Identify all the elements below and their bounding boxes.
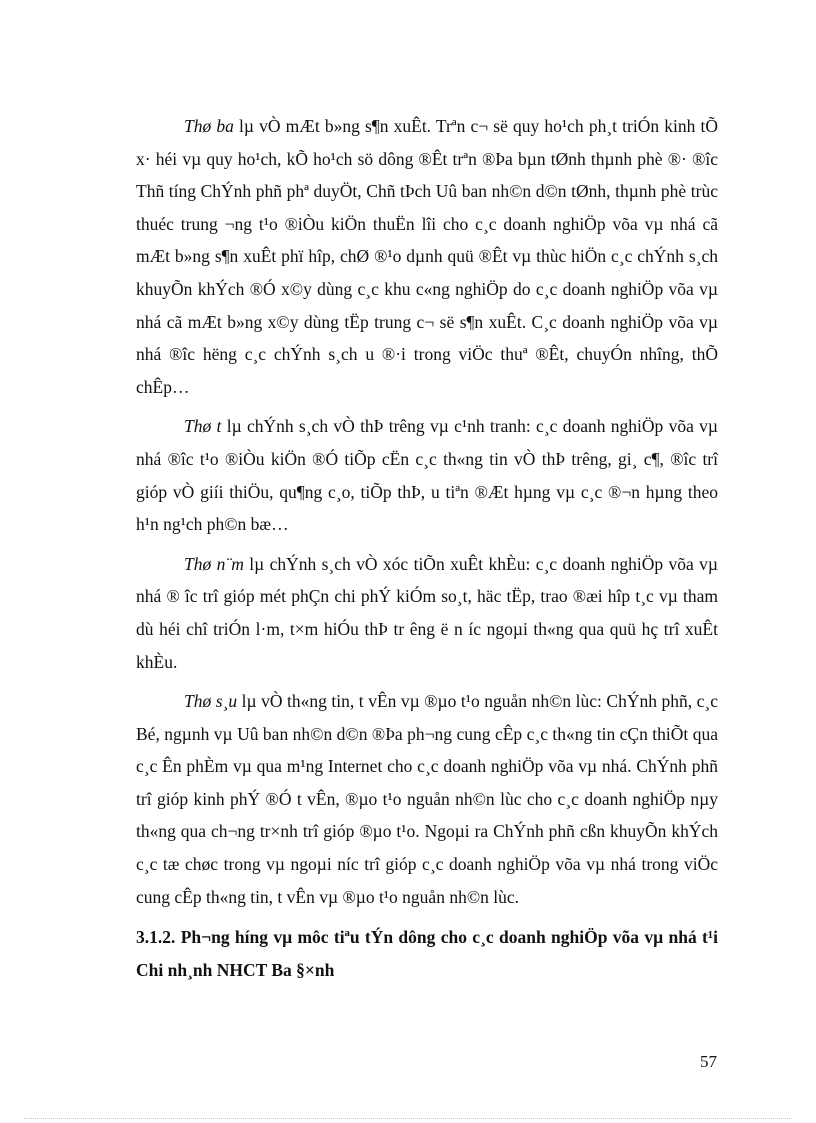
section-heading: 3.1.2. Ph¬ng híng vµ môc tiªu tÝn dông cho c¸c doanh nghiÖp võa vµ nhá t¹i Chi nh¸nh NHCT Ba §×nh: [136, 927, 718, 980]
paragraph-thu-sau: [136, 685, 718, 913]
paragraph-lead: Thø ba: [184, 116, 234, 136]
paragraph-text: lµ vÒ th«ng tin, t vÊn vµ ®µo t¹o nguån nh©n lùc: ChÝnh phñ, c¸c Bé, ngµnh vµ Uû ban nh©n d©n ®Þa ph¬ng cung cÊp c¸c th«ng tin cÇn thiÕt qua c¸c Ên phÈm vµ qua m¹ng Internet cho c¸c doanh nghiÖp võa vµ nhá. ChÝnh phñ trî gióp kinh phÝ ®Ó t vÊn, ®µo t¹o nguån nh©n lùc cho c¸c doanh nghiÖp nµy th«ng qua ch¬ng tr×nh trî gióp ®µo t¹o. Ngoµi ra ChÝnh phñ cßn khuyÕn khÝch c¸c tæ chøc trong vµ ngoµi níc trî gióp c¸c doanh nghiÖp võa vµ nhá trong viÖc cung cÊp th«ng tin, t vÊn vµ ®µo t¹o nguån nh©n lùc.: [136, 691, 718, 907]
paragraph-lead: Thø t: [184, 416, 222, 437]
footer-divider: [24, 1118, 792, 1119]
paragraph-thu-tu: [136, 410, 718, 540]
paragraph-lead: Thø n¨m: [184, 553, 244, 574]
paragraph-text: lµ chÝnh s¸ch vÒ thÞ trêng vµ c¹nh tranh: c¸c doanh nghiÖp võa vµ nhá ®îc t¹o ®iÒu kiÖn ®Ó tiÕp cËn c¸c th«ng tin vÒ thÞ trêng, gi¸ c¶, ®îc trî gióp vÒ giíi thiÖu, qu¶ng c¸o, tiÕp thÞ, u tiªn ®Æt hµng vµ c¸c ®¬n hµng theo h¹n ng¹ch ph©n bæ…: [136, 416, 718, 535]
page-body: [136, 110, 718, 1004]
paragraph-text: lµ chÝnh s¸ch vÒ xóc tiÕn xuÊt khÈu: c¸c doanh nghiÖp võa vµ nhá ® îc trî gióp mét phÇn chi phÝ kiÓm so¸t, häc tËp, trao ®æi hîp t¸c vµ tham dù héi chî triÓn l·m, t×m hiÓu thÞ tr êng ë n íc ngoµi th«ng qua quü hç trî xuÊt khÈu.: [136, 553, 718, 672]
paragraph-thu-nam: [136, 548, 718, 678]
paragraph-text: lµ vÒ mÆt b»ng s¶n xuÊt. Trªn c¬ së quy ho¹ch ph¸t triÓn kinh tÕ x· héi vµ quy ho¹ch, kÕ ho¹ch sö dông ®Êt trªn ®Þa bµn tØnh thµnh phè ®· ®îc Thñ tíng ChÝnh phñ phª duyÖt, Chñ tÞch Uû ban nh©n d©n tØnh, thµnh phè trùc thuéc trung ¬ng t¹o ®iÒu kiÖn thuËn lîi cho c¸c doanh nghiÖp võa vµ nhá cã mÆt b»ng s¶n xuÊt phï hîp, chØ ®¹o dµnh quü ®Êt vµ thùc hiÖn c¸c chÝnh s¸ch khuyÕn khÝch ®Ó x©y dùng c¸c khu c«ng nghiÖp do c¸c doanh nghiÖp võa vµ nhá cã mÆt b»ng x©y dùng tËp trung c¬ së s¶n xuÊt. C¸c doanh nghiÖp võa vµ nhá ®îc hëng c¸c chÝnh s¸ch u ®·i trong viÖc thuª ®Êt, chuyÓn nhîng, thÕ chÊp…: [136, 116, 719, 397]
paragraph-lead: Thø s¸u: [184, 691, 238, 712]
paragraph-thu-ba: [136, 110, 718, 403]
page-number: 57: [700, 1052, 717, 1071]
